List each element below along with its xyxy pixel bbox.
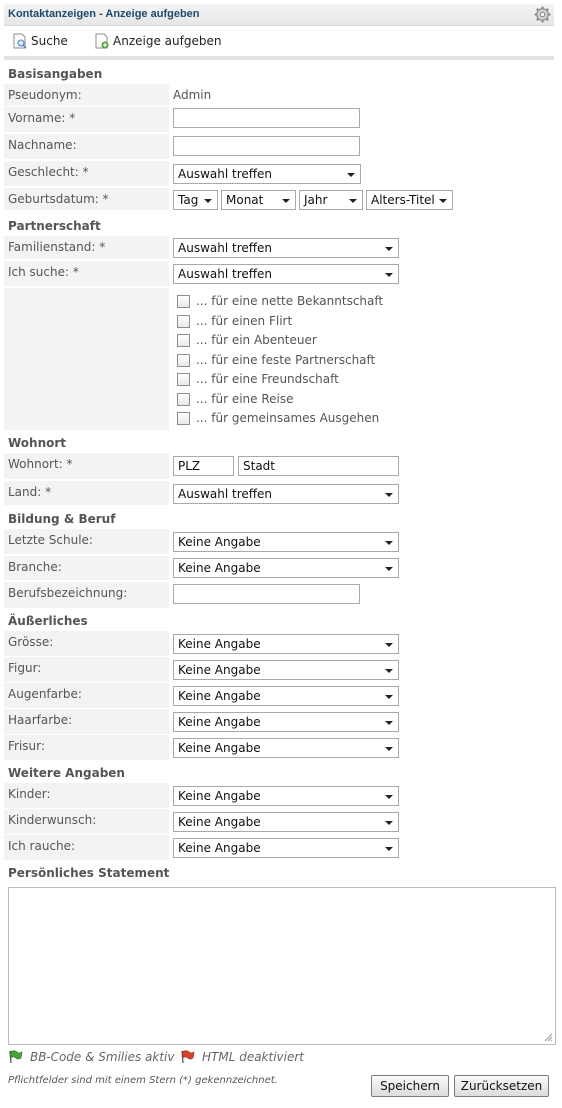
groesse-select[interactable]: Keine Angabe xyxy=(173,634,399,654)
haarfarbe-select[interactable]: Keine Angabe xyxy=(173,712,399,732)
augenfarbe-label: Augenfarbe: xyxy=(4,683,169,708)
reset-button[interactable]: Zurücksetzen xyxy=(454,1075,549,1097)
section-statement: Persönliches Statement xyxy=(8,866,170,880)
search-link-label: Suche xyxy=(31,34,68,48)
green-flag-icon xyxy=(8,1050,24,1064)
create-ad-link[interactable] xyxy=(94,32,221,50)
geschlecht-select[interactable]: Auswahl treffen xyxy=(173,164,361,184)
section-weitere-angaben: Weitere Angaben xyxy=(8,766,125,780)
checkbox[interactable] xyxy=(177,412,190,425)
option-ausgehen[interactable]: ... für gemeinsames Ausgehen xyxy=(177,409,379,427)
section-wohnort: Wohnort xyxy=(8,436,67,450)
checkbox[interactable] xyxy=(177,295,190,308)
letzte-schule-select[interactable]: Keine Angabe xyxy=(173,532,399,552)
checkbox[interactable] xyxy=(177,373,190,386)
option-freundschaft[interactable]: ... für eine Freundschaft xyxy=(177,370,339,388)
kinder-label: Kinder: xyxy=(4,783,169,808)
birth-year-select[interactable]: Jahr xyxy=(299,190,363,210)
birth-month-select[interactable]: Monat xyxy=(221,190,296,210)
red-flag-icon xyxy=(180,1050,196,1064)
wohnort-label: Wohnort: * xyxy=(4,453,169,479)
letzte-schule-label: Letzte Schule: xyxy=(4,529,169,554)
frisur-label: Frisur: xyxy=(4,735,169,760)
ich-rauche-select[interactable]: Keine Angabe xyxy=(173,838,399,858)
option-flirt[interactable]: ... für einen Flirt xyxy=(177,312,292,330)
search-doc-icon xyxy=(12,33,28,49)
bbcode-hint xyxy=(8,1050,175,1064)
option-bekanntschaft[interactable]: ... für eine nette Bekanntschaft xyxy=(177,292,383,310)
geburtsdatum-label: Geburtsdatum: * xyxy=(4,188,169,210)
section-basisangaben: Basisangaben xyxy=(8,67,103,81)
berufsbezeichnung-label: Berufsbezeichnung: xyxy=(4,582,169,608)
pseudonym-label: Pseudonym: xyxy=(4,84,169,106)
section-aeusserliches: Äußerliches xyxy=(8,614,88,628)
pseudonym-value: Admin xyxy=(173,88,212,102)
checkbox[interactable] xyxy=(177,393,190,406)
kinder-select[interactable]: Keine Angabe xyxy=(173,786,399,806)
checkbox[interactable] xyxy=(177,315,190,328)
option-reise[interactable]: ... für eine Reise xyxy=(177,390,294,408)
groesse-label: Grösse: xyxy=(4,631,169,656)
html-hint-text: HTML deaktiviert xyxy=(202,1050,305,1064)
land-label: Land: * xyxy=(4,481,169,505)
section-partnerschaft: Partnerschaft xyxy=(8,219,101,233)
nachname-input[interactable] xyxy=(173,136,360,156)
section-bildung-beruf: Bildung & Beruf xyxy=(8,512,116,526)
kinderwunsch-label: Kinderwunsch: xyxy=(4,809,169,834)
vorname-label: Vorname: * xyxy=(4,107,169,132)
resize-grip-icon[interactable] xyxy=(543,1032,553,1042)
branche-select[interactable]: Keine Angabe xyxy=(173,558,399,578)
checkbox[interactable] xyxy=(177,334,190,347)
branche-label: Branche: xyxy=(4,556,169,580)
bbcode-hint-text: BB-Code & Smilies aktiv xyxy=(30,1050,175,1064)
geschlecht-label: Geschlecht: * xyxy=(4,161,169,186)
nachname-label: Nachname: xyxy=(4,134,169,159)
html-hint xyxy=(180,1050,304,1064)
statement-textarea[interactable] xyxy=(8,887,556,1045)
window-title: Kontaktanzeigen - Anzeige aufgeben xyxy=(8,8,200,20)
required-fields-note: Pflichtfelder sind mit einem Stern (*) gekennzeichnet. xyxy=(8,1075,278,1086)
familienstand-label: Familienstand: * xyxy=(4,236,169,259)
familienstand-select[interactable]: Auswahl treffen xyxy=(173,238,399,258)
kinderwunsch-select[interactable]: Keine Angabe xyxy=(173,812,399,832)
augenfarbe-select[interactable]: Keine Angabe xyxy=(173,686,399,706)
haarfarbe-label: Haarfarbe: xyxy=(4,709,169,734)
age-title-select[interactable]: Alters-Titel xyxy=(366,190,453,210)
window-titlebar xyxy=(4,4,554,26)
toolbar xyxy=(4,29,554,55)
ich-rauche-label: Ich rauche: xyxy=(4,835,169,860)
search-options-label-cell xyxy=(4,288,169,430)
option-partnerschaft[interactable]: ... für eine feste Partnerschaft xyxy=(177,351,375,369)
option-abenteuer[interactable]: ... für ein Abenteuer xyxy=(177,331,317,349)
birth-day-select[interactable]: Tag xyxy=(173,190,218,210)
land-select[interactable]: Auswahl treffen xyxy=(173,484,399,504)
checkbox[interactable] xyxy=(177,354,190,367)
plz-input[interactable]: PLZ xyxy=(173,456,234,476)
toolbar-separator xyxy=(4,56,554,60)
ich-suche-label: Ich suche: * xyxy=(4,261,169,286)
figur-label: Figur: xyxy=(4,657,169,682)
frisur-select[interactable]: Keine Angabe xyxy=(173,738,399,758)
gear-icon[interactable] xyxy=(534,6,551,23)
search-link[interactable] xyxy=(12,32,68,50)
save-button[interactable]: Speichern xyxy=(371,1075,449,1097)
stadt-input[interactable]: Stadt xyxy=(238,456,399,476)
create-ad-link-label: Anzeige aufgeben xyxy=(113,34,222,48)
vorname-input[interactable] xyxy=(173,108,360,128)
ich-suche-select[interactable]: Auswahl treffen xyxy=(173,264,399,284)
figur-select[interactable]: Keine Angabe xyxy=(173,660,399,680)
add-doc-icon xyxy=(94,33,110,49)
berufsbezeichnung-input[interactable] xyxy=(173,584,360,604)
